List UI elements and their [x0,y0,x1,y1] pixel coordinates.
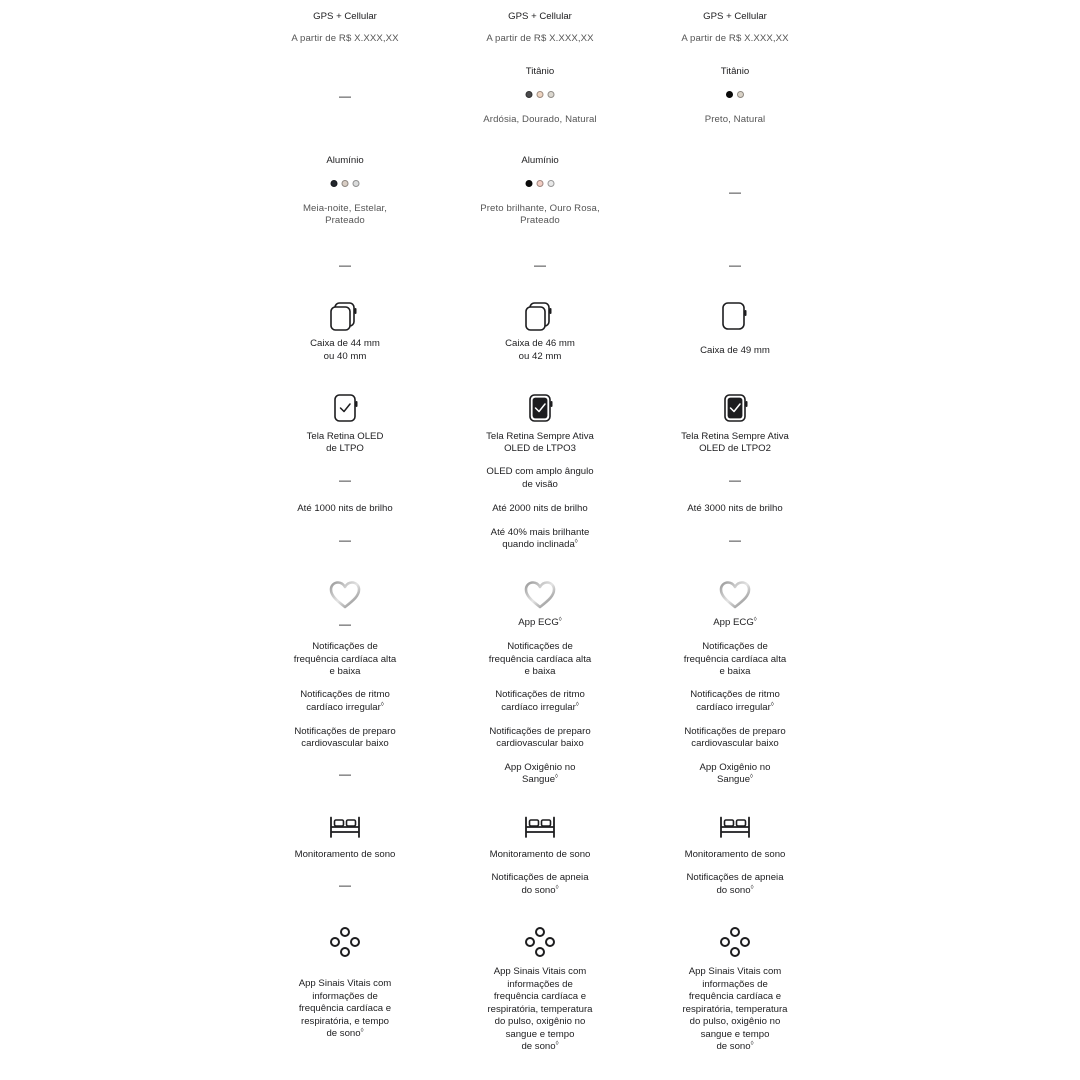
swatch-natural[interactable] [737,91,744,98]
col3-sleep: Monitoramento de sono [684,849,786,860]
col2-sleep: Monitoramento de sono [489,849,591,860]
footnote-mark: ◊ [750,774,754,780]
col2-vitals-1: App Sinais Vitais com [493,966,587,977]
col1-hr-2: frequência cardíaca alta [293,654,397,665]
swatch-midnight[interactable] [331,180,338,187]
col1-wide-angle-unavailable: — [339,473,351,487]
col3-hr-1: Notificações de [702,641,768,652]
col3-hr-2: frequência cardíaca alta [683,654,787,665]
footnote-mark: ◊ [770,702,774,708]
col2-wide-1: OLED com amplo ângulo [486,466,594,477]
col2-aluminum-swatches [526,180,555,187]
col3-ecg [713,617,757,630]
col3-price: A partir de R$ X.XXX,XX [681,33,789,44]
col1-vitals-4: respiratória, e tempo [301,1016,389,1027]
col2-cardio-2: cardiovascular baixo [496,738,584,749]
col3-vitals-7-text: de sono [716,1041,751,1052]
col1-rhythm-2 [306,702,384,715]
col3-apnea-2 [716,885,753,898]
col3-connectivity: GPS + Cellular [703,11,767,22]
col2-price: A partir de R$ X.XXX,XX [486,33,594,44]
col3-vitals-1: App Sinais Vitais com [688,966,782,977]
col1-display-1: Tela Retina OLED [306,431,384,442]
footnote-mark: ◊ [380,702,384,708]
col2-vitals-3: frequência cardíaca e [493,991,587,1002]
col1-price: A partir de R$ X.XXX,XX [291,33,399,44]
vitals-icon [328,925,362,959]
col2-display-1: Tela Retina Sempre Ativa [486,431,594,442]
col2-titanium-swatches [526,91,555,98]
col3-vitals-2: informações de [702,979,768,990]
col2-rhythm-1: Notificações de ritmo [495,689,585,700]
heart-icon [523,578,557,612]
col1-row-unavailable: — [339,258,351,272]
footnote-mark: ◊ [750,885,754,891]
col2-vitals-6: sangue e tempo [505,1029,575,1040]
col1-titanium-unavailable: — [339,89,351,103]
col2-hr-1: Notificações de [507,641,573,652]
footnote-mark: ◊ [555,885,559,891]
col1-brightness: Até 1000 nits de brilho [297,503,393,514]
col1-cardio-1: Notificações de preparo [294,726,396,737]
col1-display-2: de LTPO [326,443,364,454]
col1-aluminum-names-1: Meia-noite, Estelar, [302,203,388,214]
col3-titanium-swatches [726,91,744,98]
footnote-mark: ◊ [750,1041,754,1047]
col1-vitals-2: informações de [312,991,378,1002]
col3-apnea-1: Notificações de apneia [686,872,784,883]
col3-titanium-label: Titânio [720,66,750,77]
col2-vitals-7-text: de sono [521,1041,556,1052]
col2-connectivity: GPS + Cellular [508,11,572,22]
col3-brightness: Até 3000 nits de brilho [687,503,783,514]
bed-icon [718,811,752,845]
bed-icon [328,811,362,845]
col2-apnea-2-text: do sono [521,885,556,896]
swatch-starlight[interactable] [342,180,349,187]
col3-wide-angle-unavailable: — [729,473,741,487]
col1-aluminum-names-2: Prateado [325,215,365,226]
col2-ecg [518,617,562,630]
col2-vitals-7 [521,1041,558,1054]
col1-aluminum-label: Alumínio [326,155,364,166]
swatch-black[interactable] [726,91,733,98]
col3-vitals-4: respiratória, temperatura [682,1004,788,1015]
col2-rhythm-2-text: cardíaco irregular [501,702,576,713]
col1-ecg-unavailable: — [339,617,351,631]
col2-row-unavailable: — [534,258,546,272]
col3-cardio-1: Notificações de preparo [684,726,786,737]
col3-hr-3: e baixa [719,666,751,677]
swatch-silver[interactable] [548,180,555,187]
col3-vitals-7 [716,1041,753,1054]
bed-icon [523,811,557,845]
col1-vitals-1: App Sinais Vitais com [298,978,392,989]
col2-apnea-1: Notificações de apneia [491,872,589,883]
vitals-icon [523,925,557,959]
col3-display-1: Tela Retina Sempre Ativa [681,431,789,442]
col3-row-unavailable: — [729,258,741,272]
footnote-mark: ◊ [558,617,562,623]
col3-rhythm-1: Notificações de ritmo [690,689,780,700]
col1-apnea-unavailable: — [339,878,351,892]
col2-titanium-label: Titânio [525,66,555,77]
heart-icon [718,578,752,612]
col3-vitals-3: frequência cardíaca e [688,991,782,1002]
swatch-jet-black[interactable] [526,180,533,187]
col3-oxygen-2 [717,774,753,787]
col1-sleep: Monitoramento de sono [294,849,396,860]
footnote-mark: ◊ [555,774,559,780]
col2-aluminum-names-2: Prateado [520,215,560,226]
col2-tilt-1: Até 40% mais brilhante [490,527,590,538]
col2-cardio-1: Notificações de preparo [489,726,591,737]
col3-rhythm-2-text: cardíaco irregular [696,702,771,713]
col1-vitals-5 [326,1028,363,1041]
footnote-mark: ◊ [574,539,578,545]
col1-cardio-2: cardiovascular baixo [301,738,389,749]
display-always-on-icon [718,391,752,425]
col2-case-1: Caixa de 46 mm [505,338,575,349]
col3-tilt-unavailable: — [729,533,741,547]
case-sizes-icon [523,299,557,333]
col3-cardio-2: cardiovascular baixo [691,738,779,749]
col2-titanium-names: Ardósia, Dourado, Natural [483,114,597,125]
col1-tilt-unavailable: — [339,533,351,547]
swatch-slate[interactable] [526,91,533,98]
col1-rhythm-2-text: cardíaco irregular [306,702,381,713]
col2-oxygen-1: App Oxigênio no [504,762,576,773]
col1-hr-3: e baixa [329,666,361,677]
col2-aluminum-names-1: Preto brilhante, Ouro Rosa, [480,203,600,214]
col2-ecg-text: App ECG [518,617,559,628]
col3-display-2: OLED de LTPO2 [699,443,771,454]
col3-vitals-5: do pulso, oxigênio no [689,1016,781,1027]
display-always-on-icon [523,391,557,425]
vitals-icon [718,925,752,959]
footnote-mark: ◊ [555,1041,559,1047]
col2-hr-3: e baixa [524,666,556,677]
col2-vitals-2: informações de [507,979,573,990]
col3-rhythm-2 [696,702,774,715]
col2-rhythm-2 [501,702,579,715]
col1-aluminum-swatches [331,180,360,187]
swatch-gold[interactable] [537,91,544,98]
col2-vitals-5: do pulso, oxigênio no [494,1016,586,1027]
col1-vitals-5-text: de sono [326,1028,361,1039]
col3-apnea-2-text: do sono [716,885,751,896]
col1-case-1: Caixa de 44 mm [310,338,380,349]
footnote-mark: ◊ [360,1028,364,1034]
swatch-silver[interactable] [353,180,360,187]
case-sizes-icon [328,299,362,333]
col3-ecg-text: App ECG [713,617,754,628]
swatch-rose-gold[interactable] [537,180,544,187]
col2-aluminum-label: Alumínio [521,155,559,166]
col3-aluminum-unavailable: — [729,185,741,199]
col1-hr-1: Notificações de [312,641,378,652]
display-outline-icon [328,391,362,425]
col3-oxygen-1: App Oxigênio no [699,762,771,773]
col2-display-2: OLED de LTPO3 [504,443,576,454]
swatch-natural[interactable] [548,91,555,98]
heart-icon [328,578,362,612]
col1-connectivity: GPS + Cellular [313,11,377,22]
col2-oxygen-2-text: Sangue [521,774,556,785]
col1-oxygen-unavailable: — [339,767,351,781]
col2-wide-2: de visão [522,479,558,490]
footnote-mark: ◊ [753,617,757,623]
col3-oxygen-2-text: Sangue [716,774,751,785]
col2-tilt-2-text: quando inclinada [502,539,575,550]
col1-case-2: ou 40 mm [323,351,367,362]
col1-vitals-3: frequência cardíaca e [298,1003,392,1014]
col2-tilt-2 [502,539,578,552]
col1-rhythm-1: Notificações de ritmo [300,689,390,700]
col3-vitals-6: sangue e tempo [700,1029,770,1040]
footnote-mark: ◊ [575,702,579,708]
col2-oxygen-2 [522,774,558,787]
col2-brightness: Até 2000 nits de brilho [492,503,588,514]
col3-titanium-names: Preto, Natural [704,114,766,125]
col2-apnea-2 [521,885,558,898]
col3-case: Caixa de 49 mm [700,345,770,356]
col2-vitals-4: respiratória, temperatura [487,1004,593,1015]
col2-hr-2: frequência cardíaca alta [488,654,592,665]
case-size-icon [718,299,752,333]
col2-case-2: ou 42 mm [518,351,562,362]
